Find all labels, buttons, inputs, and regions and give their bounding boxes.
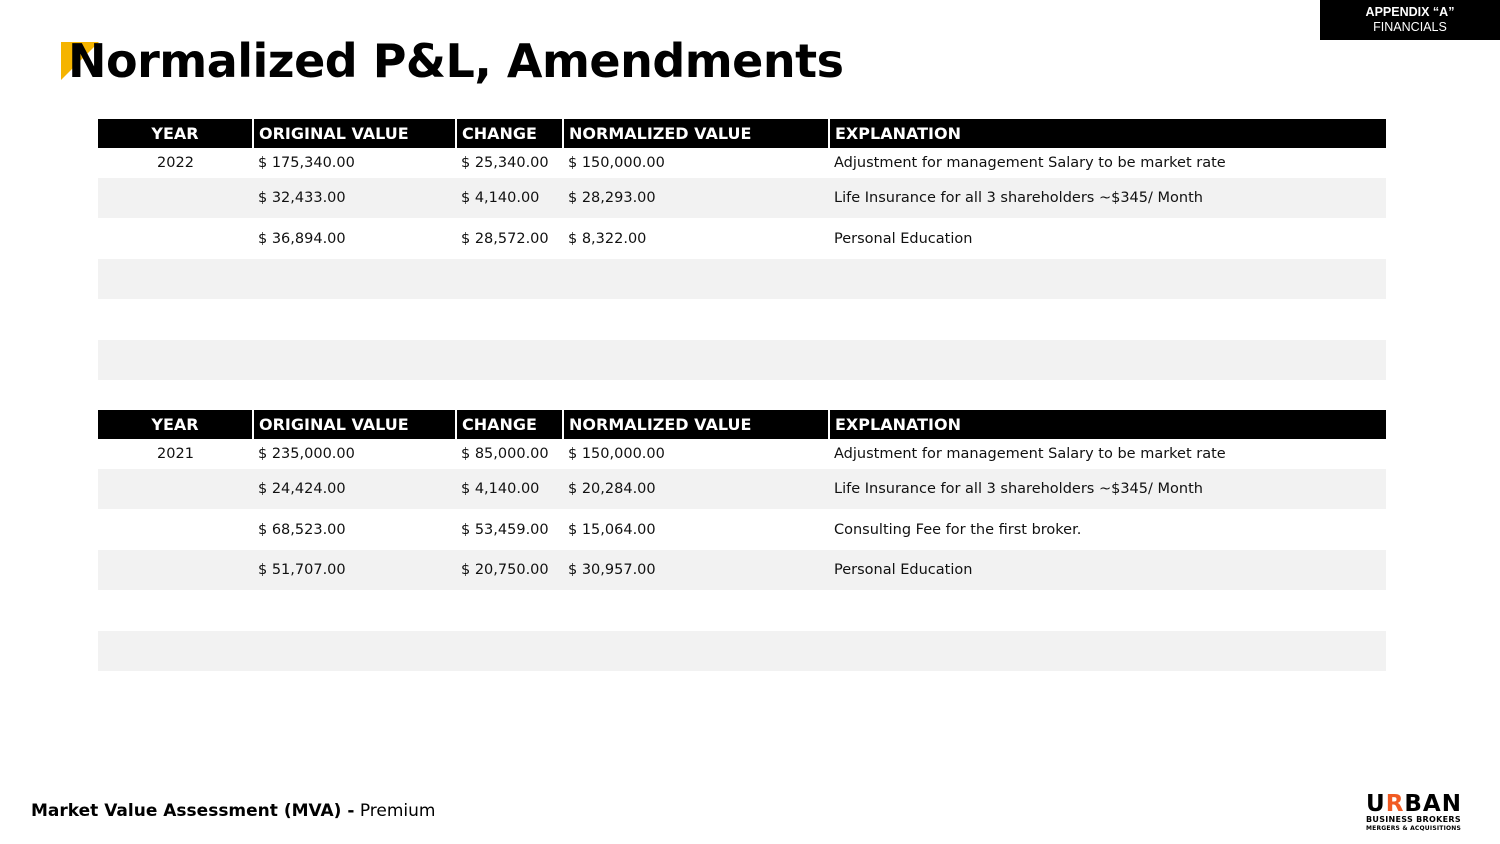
table-row (98, 469, 1386, 509)
column-header-original-value: ORIGINAL VALUE (253, 119, 456, 148)
cell-change: $ 20,750.00 (456, 550, 563, 590)
pl-table-2022 (98, 119, 1386, 380)
cell-change: $ 28,572.00 (461, 230, 549, 247)
appendix-label: APPENDIX “A” (1365, 5, 1455, 19)
table-row (98, 550, 1386, 590)
table-row (98, 631, 1386, 671)
cell-original-value: $ 235,000.00 (258, 446, 355, 462)
cell-original-value: $ 32,433.00 (253, 178, 456, 218)
cell-explanation (829, 259, 1386, 299)
column-header-original-value: ORIGINAL VALUE (253, 410, 456, 439)
cell-year (98, 469, 253, 509)
cell-change (456, 259, 563, 299)
cell-change: $ 53,459.00 (461, 521, 549, 538)
appendix-tag (1320, 0, 1500, 40)
cell-normalized-value (563, 259, 829, 299)
table-row (98, 509, 1386, 550)
table-row (98, 148, 1386, 178)
logo-wordmark (1366, 793, 1476, 815)
table-row (98, 218, 1386, 259)
table-row (98, 439, 1386, 469)
cell-original-value: $ 36,894.00 (258, 230, 346, 247)
cell-year (98, 631, 253, 671)
cell-normalized-value: $ 15,064.00 (568, 521, 656, 538)
table-row (98, 178, 1386, 218)
logo-letter-r: R (1385, 791, 1405, 817)
cell-year: 2021 (157, 446, 194, 462)
appendix-section: FINANCIALS (1373, 20, 1447, 34)
cell-explanation (829, 631, 1386, 671)
cell-normalized-value: $ 150,000.00 (568, 446, 665, 462)
cell-change: $ 4,140.00 (456, 469, 563, 509)
cell-year (98, 218, 253, 259)
cell-normalized-value (563, 299, 829, 340)
cell-normalized-value: $ 28,293.00 (563, 178, 829, 218)
cell-original-value: $ 175,340.00 (258, 155, 355, 171)
cell-normalized-value: $ 150,000.00 (568, 155, 665, 171)
cell-explanation: Adjustment for management Salary to be market rate (834, 155, 1226, 171)
cell-normalized-value: $ 20,284.00 (563, 469, 829, 509)
cell-explanation: Life Insurance for all 3 shareholders ~$345/ Month (829, 469, 1386, 509)
cell-change (456, 590, 563, 631)
cell-year (98, 590, 253, 631)
table-row (98, 259, 1386, 299)
cell-original-value (253, 631, 456, 671)
cell-year (98, 299, 253, 340)
cell-change (456, 631, 563, 671)
column-header-year: YEAR (98, 410, 253, 439)
cell-change: $ 85,000.00 (461, 446, 549, 462)
cell-original-value: $ 24,424.00 (253, 469, 456, 509)
page-title: Normalized P&L, Amendments (68, 34, 844, 88)
cell-normalized-value: $ 8,322.00 (568, 230, 647, 247)
column-header-explanation: EXPLANATION (829, 410, 1386, 439)
pl-table-2021 (98, 410, 1386, 671)
cell-explanation (829, 340, 1386, 380)
cell-original-value (253, 259, 456, 299)
table-row (98, 590, 1386, 631)
cell-original-value (253, 340, 456, 380)
cell-normalized-value (563, 590, 829, 631)
cell-explanation (829, 299, 1386, 340)
company-logo (1366, 793, 1476, 833)
column-header-normalized-value: NORMALIZED VALUE (563, 119, 829, 148)
table-row (98, 299, 1386, 340)
logo-letter-u: U (1366, 791, 1386, 817)
cell-original-value: $ 68,523.00 (258, 521, 346, 538)
cell-change (456, 299, 563, 340)
table-header-row (98, 119, 1386, 148)
cell-explanation: Personal Education (829, 550, 1386, 590)
logo-tagline: MERGERS & ACQUISITIONS (1366, 825, 1462, 832)
table-row (98, 340, 1386, 380)
logo-subtitle: BUSINESS BROKERS (1366, 815, 1461, 824)
logo-letters-ban: BAN (1404, 791, 1462, 817)
cell-year: 2022 (157, 155, 194, 171)
column-header-change: CHANGE (456, 119, 563, 148)
cell-explanation: Adjustment for management Salary to be market rate (834, 446, 1226, 462)
column-header-year: YEAR (98, 119, 253, 148)
cell-normalized-value (563, 340, 829, 380)
footer (31, 801, 435, 821)
cell-explanation: Life Insurance for all 3 shareholders ~$345/ Month (829, 178, 1386, 218)
cell-year (98, 259, 253, 299)
cell-year (98, 178, 253, 218)
footer-tier: Premium (354, 801, 436, 821)
cell-normalized-value (563, 631, 829, 671)
column-header-change: CHANGE (456, 410, 563, 439)
cell-normalized-value: $ 30,957.00 (563, 550, 829, 590)
cell-year (98, 509, 253, 550)
cell-explanation (829, 590, 1386, 631)
table-header-row (98, 410, 1386, 439)
cell-change: $ 4,140.00 (456, 178, 563, 218)
cell-change (456, 340, 563, 380)
cell-original-value (253, 590, 456, 631)
cell-year (98, 340, 253, 380)
column-header-normalized-value: NORMALIZED VALUE (563, 410, 829, 439)
cell-explanation: Personal Education (834, 230, 973, 247)
cell-year (98, 550, 253, 590)
cell-original-value (253, 299, 456, 340)
column-header-explanation: EXPLANATION (829, 119, 1386, 148)
cell-original-value: $ 51,707.00 (253, 550, 456, 590)
footer-report-name: Market Value Assessment (MVA) - (31, 801, 355, 821)
cell-change: $ 25,340.00 (461, 155, 549, 171)
cell-explanation: Consulting Fee for the first broker. (834, 521, 1082, 538)
